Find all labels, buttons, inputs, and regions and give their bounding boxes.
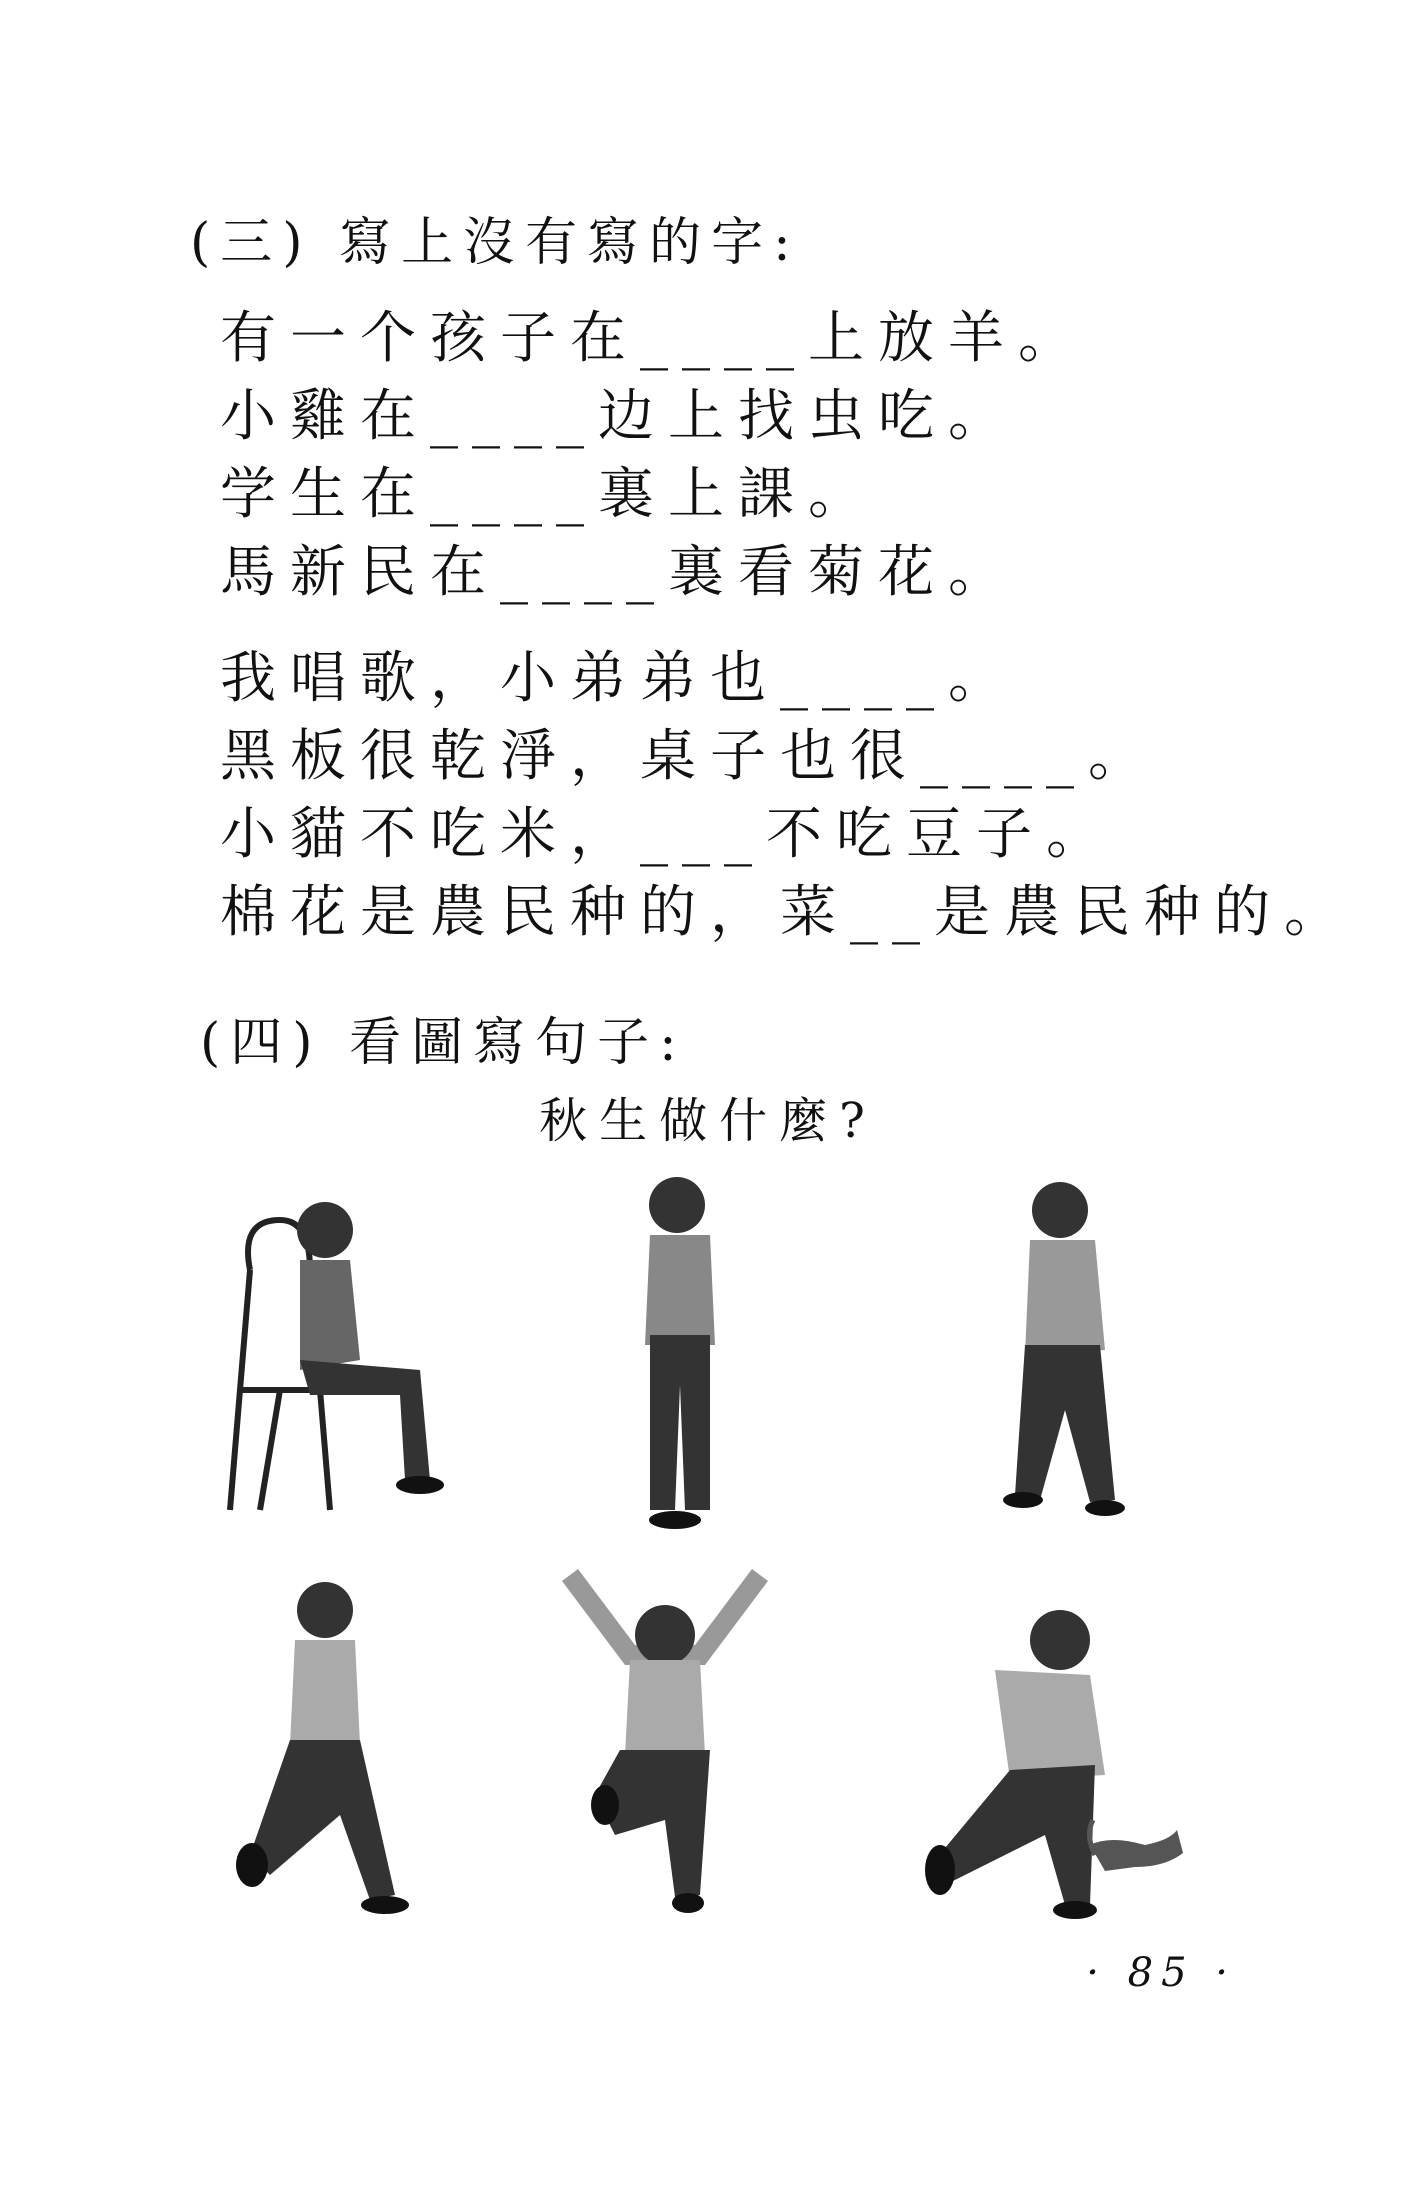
boy-standing-illustration [615, 1175, 745, 1535]
picture-question: 秋生做什麼? [539, 1093, 877, 1149]
fill-blank-line: 我唱歌，小弟弟也____。 [220, 646, 1018, 711]
page-number: · 85 · [1086, 1950, 1236, 1996]
boy-sitting-illustration [220, 1180, 460, 1520]
boy-jumping-illustration [560, 1565, 770, 1920]
fill-blank-line: 学生在____裏上課。 [220, 462, 878, 527]
boy-running-with-cat-illustration [915, 1605, 1195, 1920]
fill-blank-line: 棉花是農民种的，菜__是農民种的。 [220, 880, 1354, 945]
fill-blank-line: 馬新民在____裏看菊花。 [220, 540, 1018, 605]
fill-blank-line: 小貓不吃米，___不吃豆子。 [220, 802, 1116, 867]
fill-blank-group-2 [220, 640, 1354, 952]
fill-blank-line: 有一个孩子在____上放羊。 [220, 306, 1088, 371]
fill-blank-group-1 [220, 300, 1088, 612]
boy-walking-illustration [995, 1180, 1135, 1520]
section-3-heading: (三) 寫上沒有寫的字: [190, 213, 801, 273]
fill-blank-line: 小雞在____边上找虫吃。 [220, 384, 1018, 449]
boy-running-illustration [230, 1575, 410, 1920]
fill-blank-line: 黑板很乾淨，桌子也很____。 [220, 724, 1158, 789]
section-4-heading: (四) 看圖寫句子: [200, 1013, 687, 1073]
